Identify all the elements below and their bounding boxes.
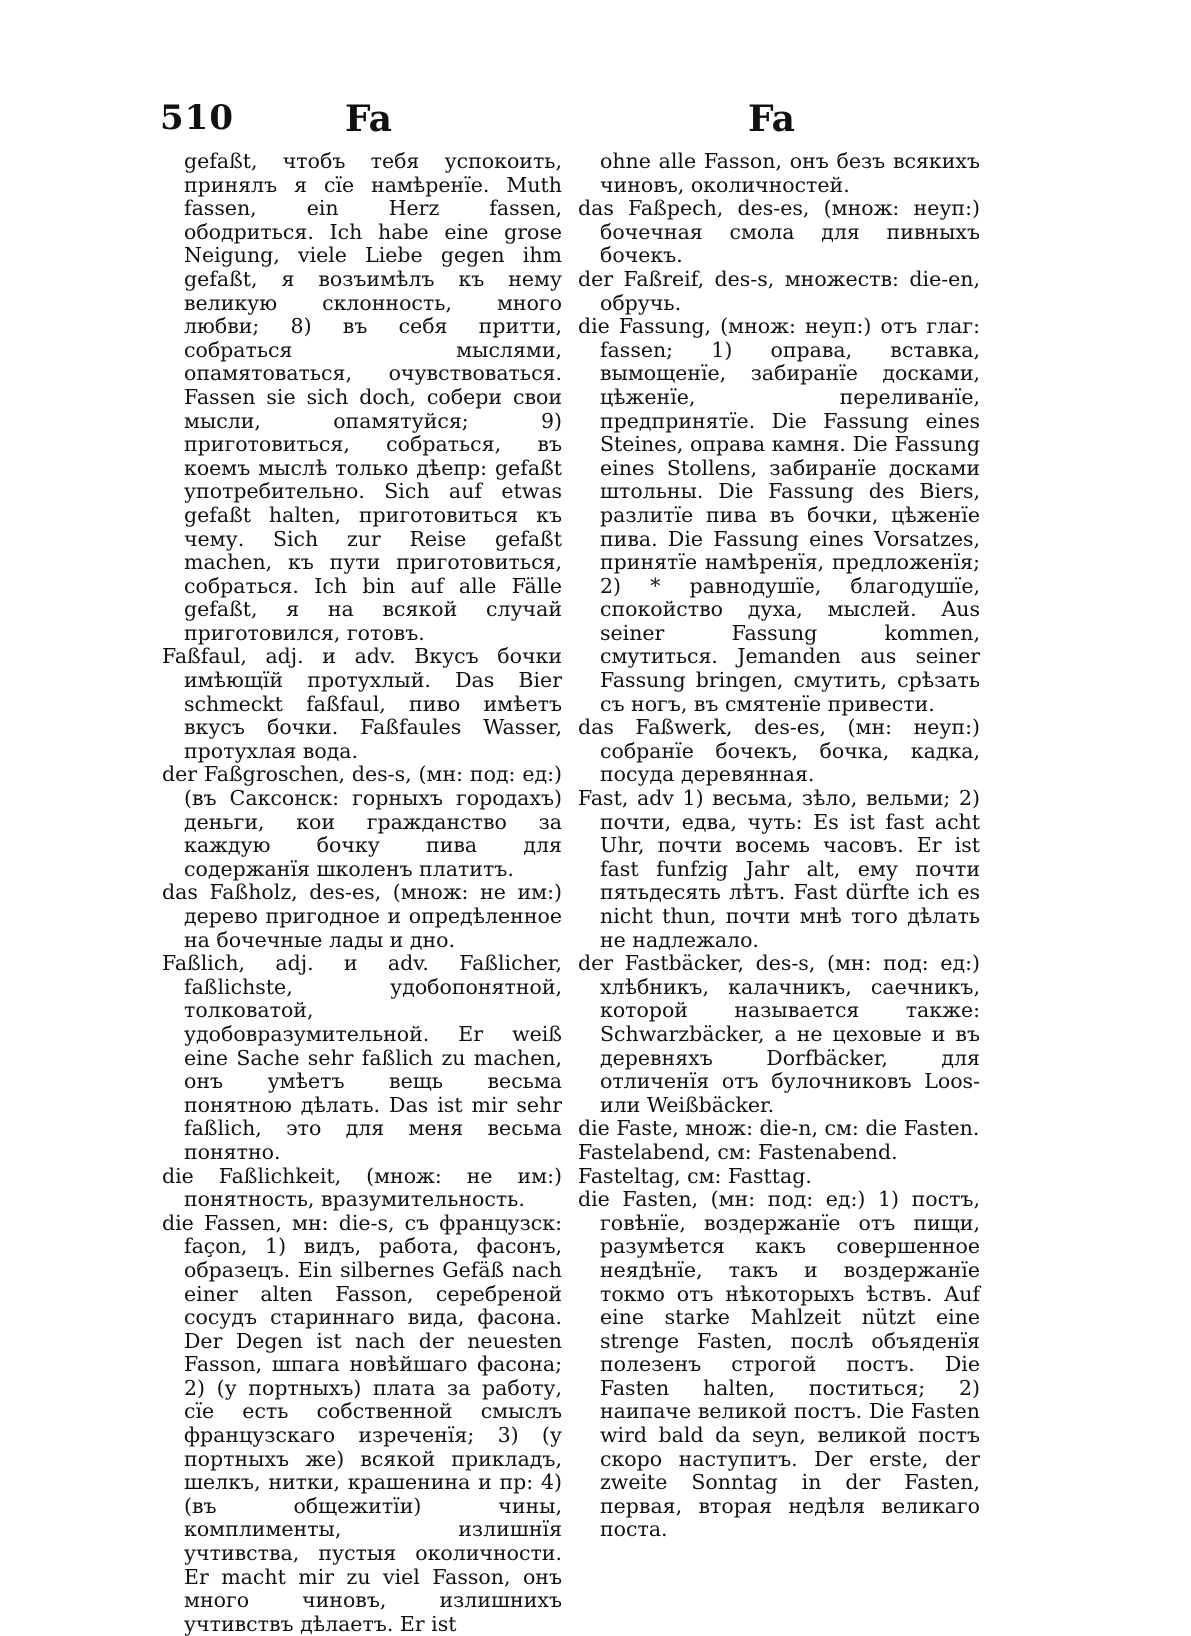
dictionary-entry: das Faßholz, des-es, (множ: не им:) дерево пригодное и опредѣленное на бочечные лады и дно.	[162, 880, 562, 952]
dictionary-entry: der Fastbäcker, des-s, (мн: под: ед:) хлѣбникъ, калачникъ, саечникъ, которой называется также: Schwarzbäcker, а не цеховые и въ деревняхъ Dorfbäcker, для отличенїя отъ булочниковъ Loos- или Weißbäcker.	[578, 951, 980, 1117]
dictionary-entry: Fasteltag, см: Fasttag.	[578, 1163, 812, 1188]
dictionary-entry: der Faßgroschen, des-s, (мн: под: ед:) (въ Саксонск: горныхъ городахъ) деньги, кои гражданство за каждую бочку пива для содержанїя школенъ платитъ.	[162, 762, 562, 881]
dictionary-entry: die Faßlichkeit, (множ: не им:) понятность, вразумительность.	[162, 1163, 562, 1212]
dictionary-entry: die Fassung, (множ: неуп:) отъ глаг: fassen; 1) оправа, вставка, вымощенїе, забиранїе досками, цѣженїе, переливанїе, предпринятїе. Die Fassung eines Steines, оправа камня. Die Fassung eines Stollens, забиранїе досками штольны. Die Fassung des Biers, разлитїе пива въ бочки, цѣженїе пива. Die Fassung eines Vorsatzes, принятїе намѣренїя, предложенїя; 2) * равнодушїе, благодушїе, спокойство духа, мыслей. Aus seiner Fassung kommen, смутиться. Jemanden aus seiner Fassung bringen, смутить, срѣзать съ ногъ, въ смятенїе привести.	[578, 314, 980, 716]
page-number: 510	[160, 98, 234, 138]
dictionary-entry: Fastelabend, см: Fastenabend.	[578, 1139, 898, 1164]
dictionary-entry: ohne alle Fasson, онъ безъ всякихъ чиновъ, околичностей.	[600, 149, 980, 197]
left-column	[162, 150, 562, 1636]
dictionary-entry: die Fassen, мн: die-s, съ французск: façon, 1) видъ, работа, фасонъ, образецъ. Ein silbernes Gefäß nach einer alten Fasson, серебреной сосудъ стариннаго вида, фасона. Der Degen ist nach der neuesten Fasson, шпага новѣйшаго фасона; 2) (у портныхъ) плата за работу, сїе есть собственной смыслъ французскаго изреченїя; 3) (у портныхъ же) всякой прикладъ, шелкъ, нитки, крашенина и пр: 4) (въ общежитїи) чины, комплименты, излишнїя учтивства, пустыя околичности. Er macht mir zu viel Fasson, онъ много чиновъ, излишнихъ учтивствъ дѣлаетъ. Er ist	[162, 1210, 562, 1636]
dictionary-entry: Faßfaul, adj. и adv. Вкусъ бочки имѣющїй протухлый. Das Bier schmeckt faßfaul, пиво имѣетъ вкусъ бочки. Faßfaules Wasser, протухлая вода.	[162, 644, 562, 763]
dictionary-entry: Fast, adv 1) весьма, зѣло, вельми; 2) почти, едва, чуть: Es ist fast acht Uhr, почти восемь часовъ. Er ist fast funfzig Jahr alt, ему почти пятьдесять лѣтъ. Fast dürfte ich es nicht thun, почти мнѣ того дѣлать не надлежало.	[578, 786, 980, 952]
dictionary-entry: der Faßreif, des-s, множеств: die-en, обручь.	[578, 266, 980, 315]
dictionary-entry: das Faßpech, des-es, (множ: неуп:) бочечная смола для пивныхъ бочекъ.	[578, 196, 980, 268]
dictionary-entry: das Faßwerk, des-es, (мн: неуп:) собранїе бочекъ, бочка, кадка, посуда деревянная.	[578, 715, 980, 787]
dictionary-entry: die Faste, множ: die-n, см: die Fasten.	[578, 1116, 980, 1141]
running-head-left: Fa	[345, 98, 392, 140]
dictionary-entry: die Fasten, (мн: под: ед:) 1) постъ, говѣнїе, воздержанїе отъ пищи, разумѣется какъ совершенное неядѣнїе, такъ и воздержанїе токмо отъ нѣкоторыхъ ѣствъ. Auf eine starke Mahlzeit nützt eine strenge Fasten, послѣ объяденїя полезенъ строгой постъ. Die Fasten halten, поститься; 2) наипаче великой постъ. Die Fasten wird bald da seyn, великой постъ скоро наступитъ. Der erste, der zweite Sonntag in der Fasten, первая, вторая недѣля великаго поста.	[578, 1187, 980, 1542]
dictionary-entry: Faßlich, adj. и adv. Faßlicher, faßlichste, удобопонятной, толковатой, удобовразумительной. Er weiß eine Sache sehr faßlich zu machen, онъ умѣетъ вещь весьма понятною дѣлать. Das ist mir sehr faßlich, это для меня весьма понятно.	[162, 951, 562, 1164]
right-column	[578, 150, 980, 1542]
running-head-right: Fa	[748, 98, 795, 140]
dictionary-entry: gefaßt, чтобъ тебя успокоить, принялъ я сїе намѣренїе. Muth fassen, ein Herz fassen, ободриться. Ich habe eine grose Neigung, viele Liebe gegen ihm gefaßt, я возъимѣлъ къ нему великую склонность, много любви; 8) въ себя притти, собраться мыслями, опамятоваться, очувствоваться. Fassen sie sich doch, собери свои мысли, опамятуйся; 9) приготовиться, собраться, въ коемъ мыслѣ только дѣепр: gefaßt употребительно. Sich auf etwas gefaßt halten, приготовиться къ чему. Sich zur Reise gefaßt machen, къ пути приготовиться, собраться. Ich bin auf alle Fälle gefaßt, я на всякой случай приготовился, готовъ.	[184, 149, 562, 645]
